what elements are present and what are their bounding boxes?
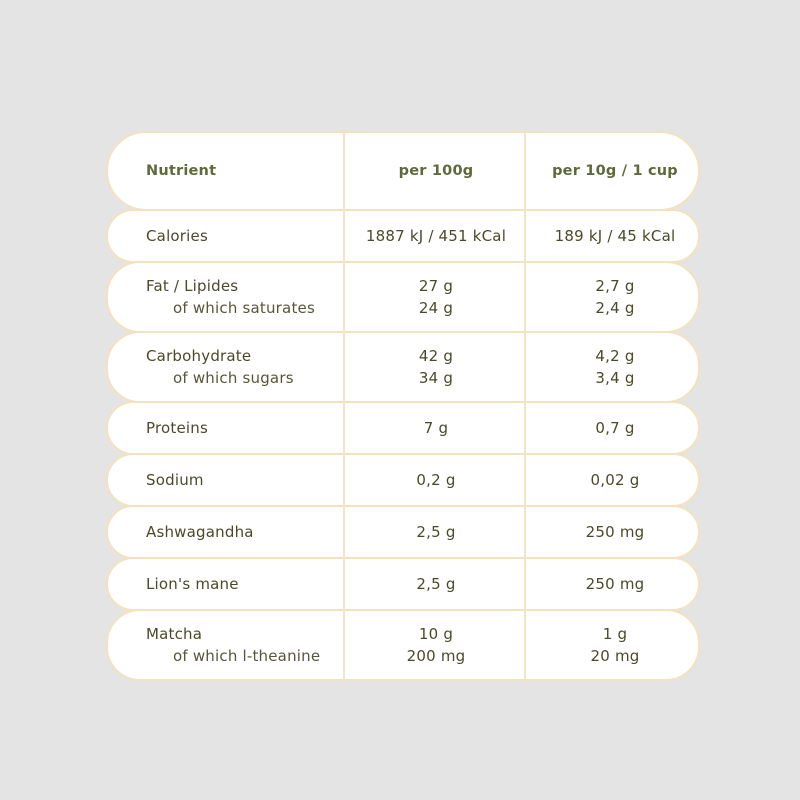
- table-row-matcha: [106, 609, 700, 681]
- value-per-100g: 2,5 g: [416, 575, 456, 593]
- nutrient-name: Calories: [146, 227, 208, 245]
- nutrient-sub-name: of which saturates: [173, 299, 315, 317]
- nutrition-table: [106, 131, 700, 681]
- nutrient-name: Proteins: [146, 419, 208, 437]
- value-per-cup: 0,02 g: [590, 471, 640, 489]
- table-row-lions-mane: [106, 557, 700, 611]
- nutrient-sub-name: of which l-theanine: [173, 647, 321, 665]
- value-per-cup-sub: 2,4 g: [595, 299, 635, 317]
- value-per-100g: 1887 kJ / 451 kCal: [365, 227, 507, 245]
- value-per-100g-sub: 34 g: [418, 369, 454, 387]
- nutrient-name: Fat / Lipides: [146, 277, 239, 295]
- value-per-cup: 250 mg: [585, 575, 645, 593]
- nutrient-name: Lion's mane: [146, 575, 239, 593]
- value-per-cup-sub: 3,4 g: [595, 369, 635, 387]
- value-per-cup: 2,7 g: [595, 277, 635, 295]
- value-per-100g-sub: 24 g: [418, 299, 454, 317]
- nutrient-name: Sodium: [146, 471, 204, 489]
- value-per-cup: 4,2 g: [595, 347, 635, 365]
- value-per-cup: 1 g: [602, 625, 628, 643]
- value-per-cup-sub: 20 mg: [590, 647, 640, 665]
- table-row-proteins: [106, 401, 700, 455]
- nutrient-name: Carbohydrate: [146, 347, 252, 365]
- nutrient-name: Ashwagandha: [146, 523, 254, 541]
- column-divider: [343, 131, 345, 681]
- table-row-calories: [106, 209, 700, 263]
- value-per-100g: 0,2 g: [416, 471, 456, 489]
- table-row-carbohydrate: [106, 331, 700, 403]
- table-row-fat: [106, 261, 700, 333]
- header-per-100g: per 100g: [398, 163, 474, 179]
- nutrient-sub-name: of which sugars: [173, 369, 294, 387]
- column-divider: [524, 131, 526, 681]
- table-row-ashwagandha: [106, 505, 700, 559]
- value-per-100g: 42 g: [418, 347, 454, 365]
- header-nutrient: Nutrient: [146, 163, 217, 179]
- value-per-cup: 0,7 g: [595, 419, 635, 437]
- value-per-100g: 10 g: [418, 625, 454, 643]
- value-per-100g: 7 g: [423, 419, 449, 437]
- table-header-row: [106, 131, 700, 211]
- nutrient-name: Matcha: [146, 625, 203, 643]
- table-row-sodium: [106, 453, 700, 507]
- header-per-cup: per 10g / 1 cup: [552, 163, 678, 179]
- value-per-cup: 250 mg: [585, 523, 645, 541]
- value-per-100g: 27 g: [418, 277, 454, 295]
- value-per-100g-sub: 200 mg: [406, 647, 466, 665]
- value-per-100g: 2,5 g: [416, 523, 456, 541]
- value-per-cup: 189 kJ / 45 kCal: [554, 227, 676, 245]
